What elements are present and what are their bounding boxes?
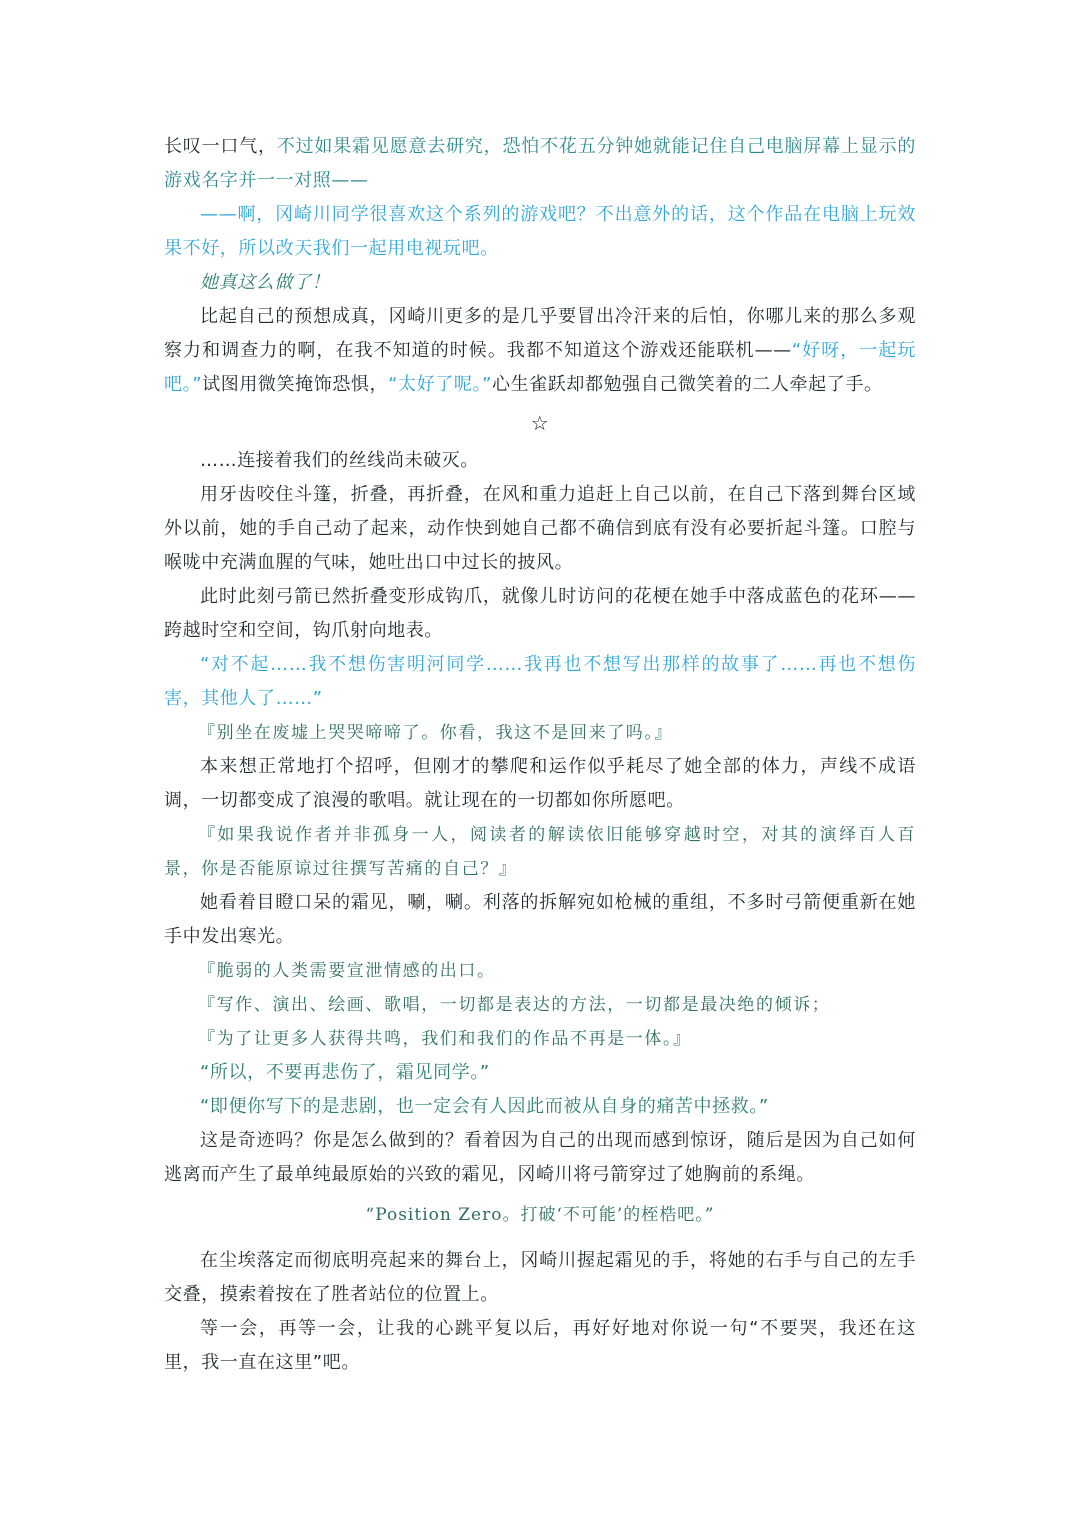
paragraph-15-song: 『为了让更多人获得共鸣，我们和我们的作品不再是一体。』 (198, 1029, 692, 1049)
document-body (164, 130, 916, 1380)
paragraph-14-song: 『写作、演出、绘画、歌唱，一切都是表达的方法，一切都是最决绝的倾诉； (198, 995, 831, 1015)
paragraph-12: 她看着目瞪口呆的霜见，唰，唰。利落的拆解宛如枪械的重组，不多时弓箭便重新在她手中发出寒光。 (164, 892, 916, 947)
paragraph-4-part-e: 心生雀跃却都勉强自己微笑着的二人牵起了手。 (491, 374, 883, 395)
paragraph-5: ……连接着我们的丝线尚未破灭。 (200, 450, 479, 471)
paragraph-4-quote-2: “太好了呢。” (388, 374, 492, 395)
paragraph-2-dialogue: ——啊，冈崎川同学很喜欢这个系列的游戏吧？不出意外的话，这个作品在电脑上玩效果不好，所以改天我们一起用电视玩吧。 (164, 204, 916, 259)
paragraph-8-dialogue: “对不起……我不想伤害明河同学……我再也不想写出那样的故事了……再也不想伤害，其他人了……” (164, 654, 916, 709)
paragraph-11-song: 『如果我说作者并非孤身一人，阅读者的解读依旧能够穿越时空，对其的演绎百人百景，你是否能原谅过往撰写苦痛的自己？』 (164, 825, 916, 879)
paragraph-13-song: 『脆弱的人类需要宣泄情感的出口。 (198, 961, 496, 981)
paragraph-4-quote-1: “好呀，一起玩吧。” (164, 340, 916, 395)
paragraph-9-song: 『别坐在废墟上哭哭啼啼了。你看，我这不是回来了吗。』 (198, 723, 674, 743)
paragraph-6: 用牙齿咬住斗篷，折叠，再折叠，在风和重力追赶上自己以前，在自己下落到舞台区域外以前，她的手自己动了起来，动作快到她自己都不确信到底有没有必要折起斗篷。口腔与喉咙中充满血腥的气味，她吐出口中过长的披风。 (164, 484, 916, 573)
section-separator-star: ☆ (530, 411, 550, 435)
paragraph-3-italic: 她真这么做了！ (200, 272, 331, 293)
paragraph-1 (164, 130, 916, 198)
paragraph-1-part-a: 长叹一口气， (164, 136, 277, 157)
paragraph-17-dialogue: “即便你写下的是悲剧，也一定会有人因此而被从自身的痛苦中拯救。” (200, 1096, 769, 1117)
paragraph-7: 此时此刻弓箭已然折叠变形成钩爪，就像儿时访问的花梗在她手中落成蓝色的花环——跨越时空和空间，钩爪射向地表。 (164, 586, 916, 641)
paragraph-4-part-c: 试图用微笑掩饰恐惧， (202, 374, 389, 395)
paragraph-1-part-b: 不过如果霜见愿意去研究，恐怕不花五分钟她就能记住自己电脑屏幕上显示的游戏名字并一一对照—— (164, 136, 916, 191)
paragraph-18: 这是奇迹吗？你是怎么做到的？看着因为自己的出现而感到惊讶，随后是因为自己如何逃离而产生了最单纯最原始的兴致的霜见，冈崎川将弓箭穿过了她胸前的系绳。 (164, 1130, 916, 1185)
paragraph-20: 在尘埃落定而彻底明亮起来的舞台上，冈崎川握起霜见的手，将她的右手与自己的左手交叠，摸索着按在了胜者站位的位置上。 (164, 1250, 916, 1305)
paragraph-10: 本来想正常地打个招呼，但刚才的攀爬和运作似乎耗尽了她全部的体力，声线不成语调，一切都变成了浪漫的歌唱。就让现在的一切都如你所愿吧。 (164, 756, 916, 811)
paragraph-16-dialogue: “所以，不要再悲伤了，霜见同学。” (200, 1062, 490, 1083)
paragraph-4-part-a: 比起自己的预想成真，冈崎川更多的是几乎要冒出冷汗来的后怕，你哪儿来的那么多观察力和调查力的啊，在我不知道的时候。我都不知道这个游戏还能联机—— (164, 306, 916, 361)
paragraph-21: 等一会，再等一会，让我的心跳平复以后，再好好地对你说一句“不要哭，我还在这里，我一直在这里”吧。 (164, 1318, 916, 1373)
paragraph-19-centered-quote: “Position Zero。打破‘不可能’的桎梏吧。” (365, 1205, 715, 1225)
paragraph-4 (164, 300, 916, 402)
